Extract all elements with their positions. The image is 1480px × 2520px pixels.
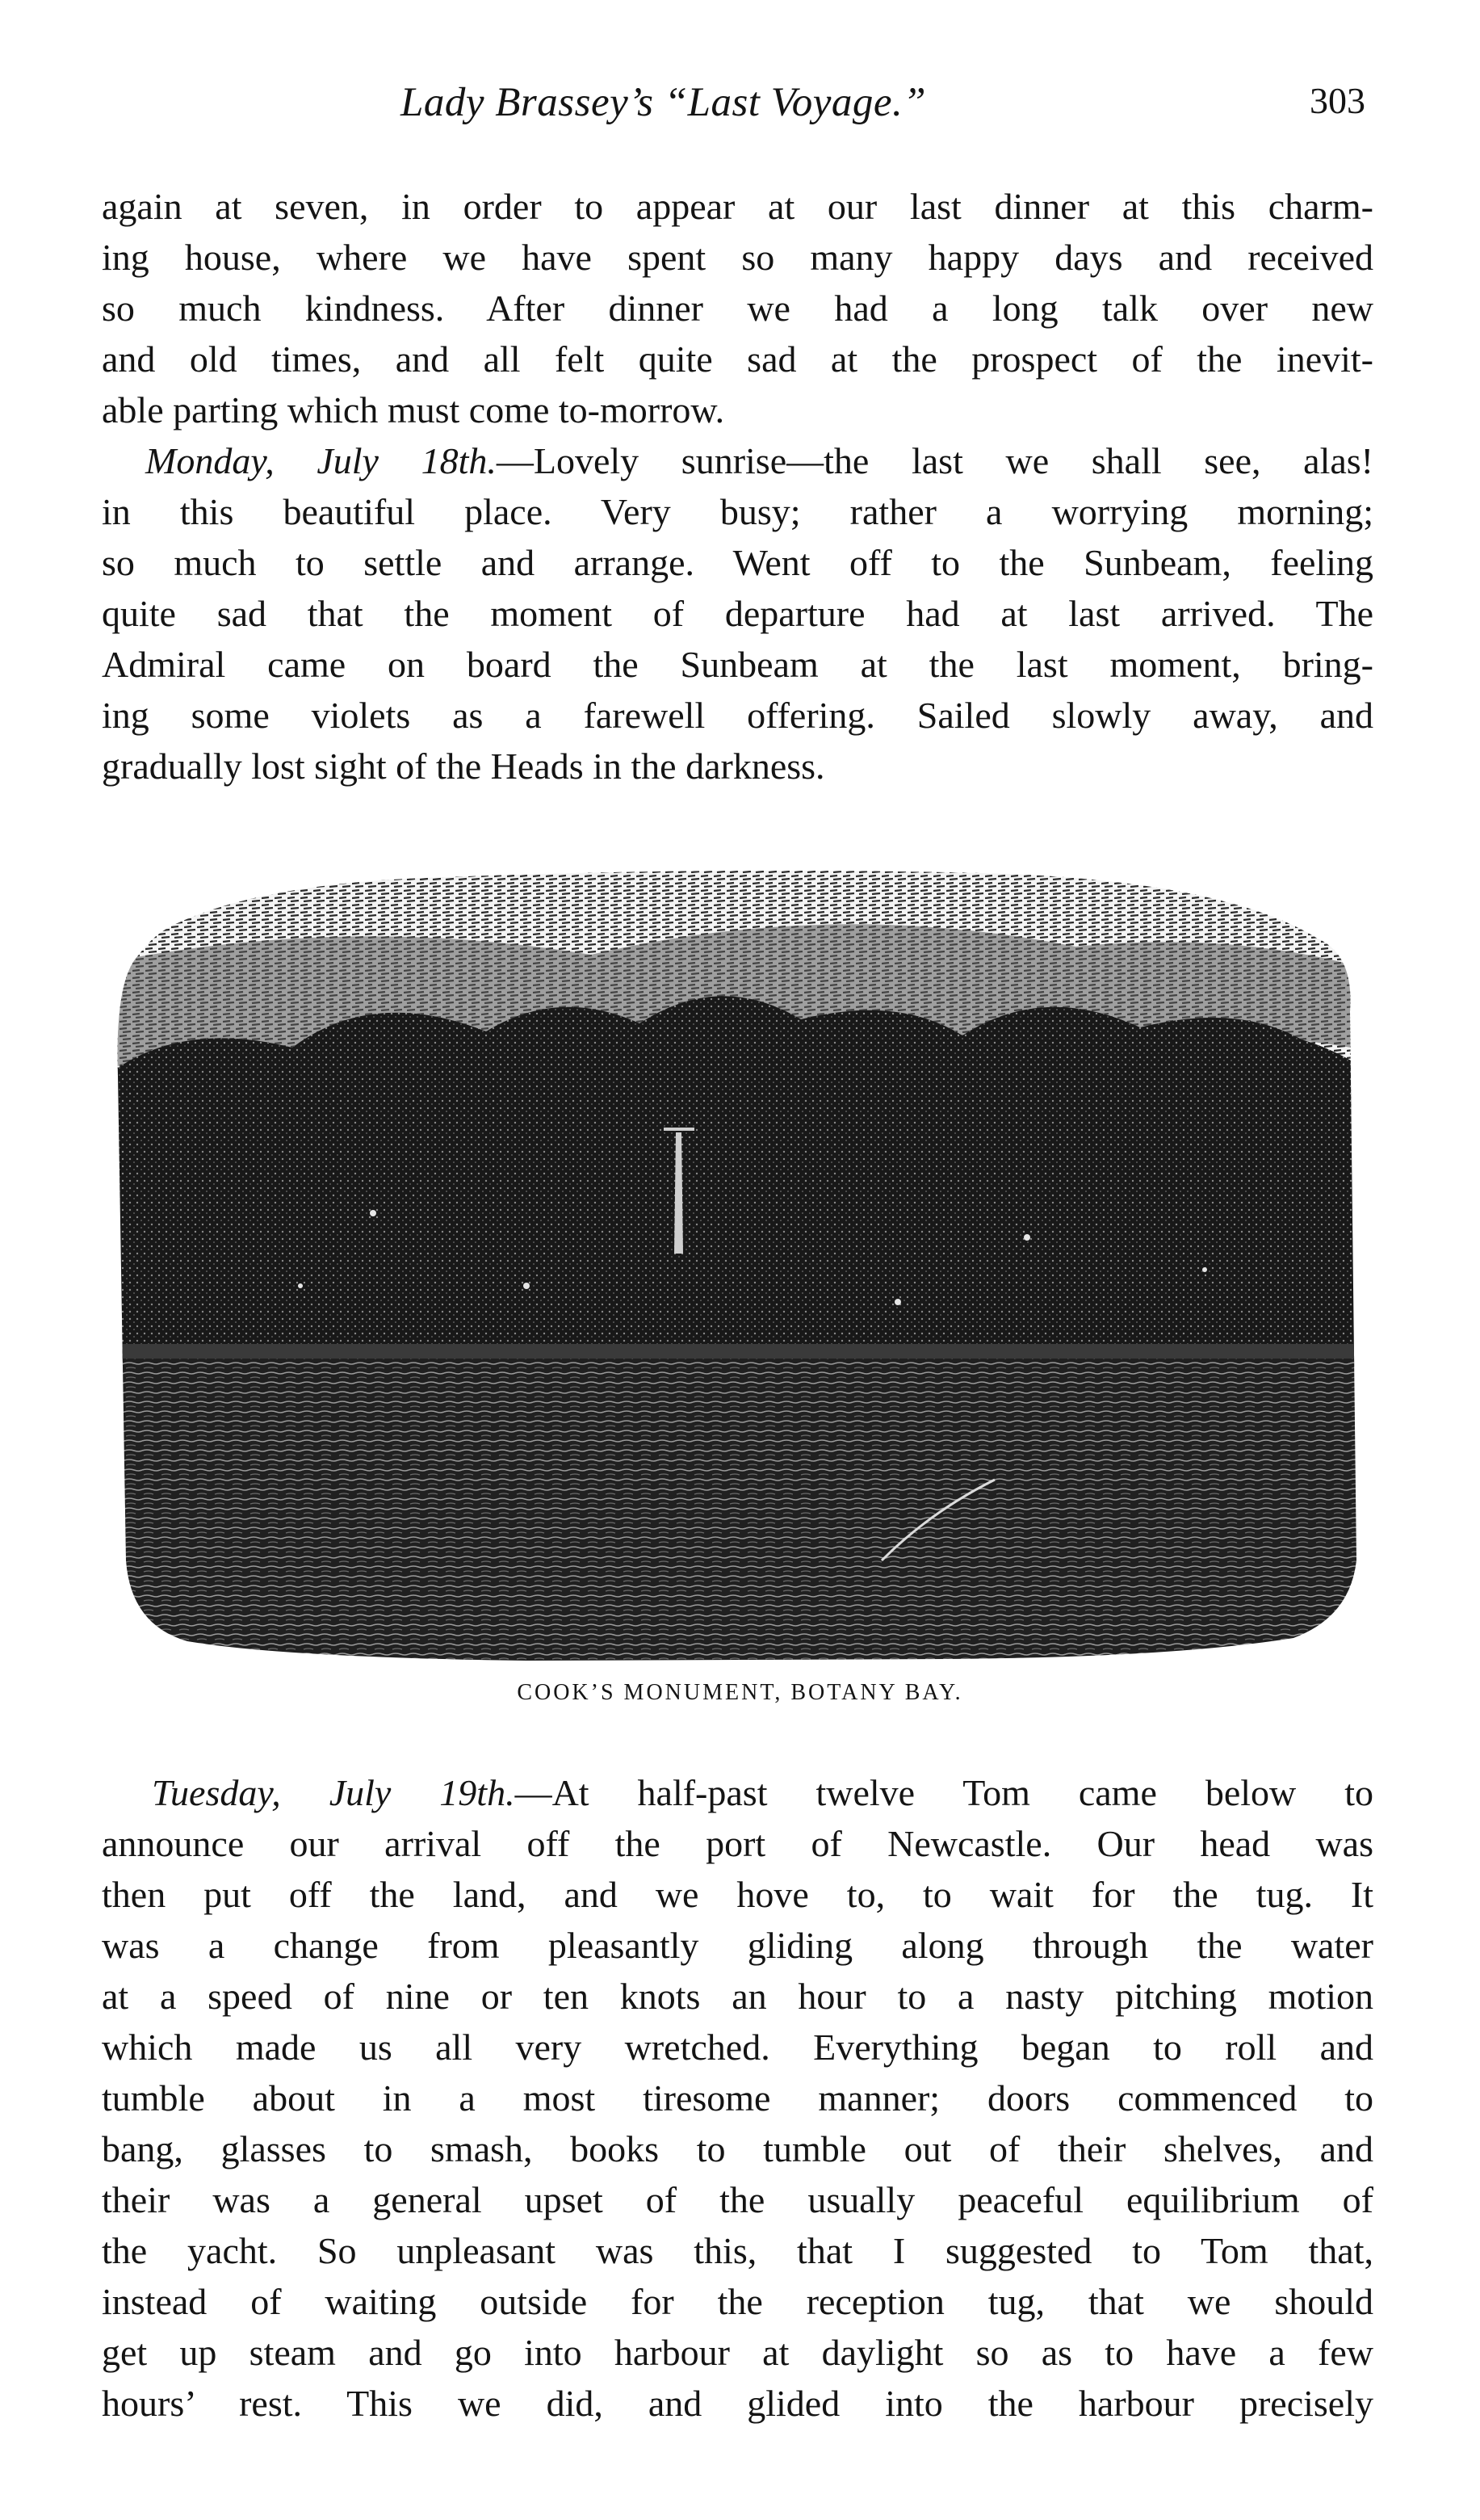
figure-caption: COOK’S MONUMENT, BOTANY BAY. [517, 1680, 963, 1705]
text-line: able parting which must come to-morrow. [102, 389, 725, 430]
text-line: quite sad that the moment of departure had at last arrived. The [102, 593, 1373, 634]
text-block-bottom [102, 1767, 1373, 2429]
entry-date: Monday, July 18th. [145, 440, 497, 481]
text-line: ing house, where we have spent so many happy days and received [102, 237, 1373, 278]
diary-entry-first-line [102, 435, 1373, 486]
entry-text: —At half-past twelve Tom came below to [514, 1772, 1373, 1813]
text-line: again at seven, in order to appear at our last dinner at this charm- [102, 186, 1373, 227]
page-number: 303 [1310, 80, 1365, 121]
text-line: announce our arrival off the port of Newcastle. Our head was [102, 1823, 1373, 1864]
text-line: their was a general upset of the usually peaceful equilibrium of [102, 2179, 1373, 2220]
text-line: so much kindness. After dinner we had a long talk over new [102, 288, 1373, 329]
running-head [0, 79, 1480, 136]
text-line: at a speed of nine or ten knots an hour to a nasty pitching motion [102, 1976, 1373, 2017]
running-title: Lady Brassey’s “Last Voyage.” [400, 80, 927, 125]
text-line: then put off the land, and we hove to, to wait for the tug. It [102, 1874, 1373, 1915]
text-line: was a change from pleasantly gliding along through the water [102, 1925, 1373, 1966]
entry-date: Tuesday, July 19th. [152, 1772, 515, 1813]
text-line: Admiral came on board the Sunbeam at the last moment, bring- [102, 644, 1373, 685]
text-line: bang, glasses to smash, books to tumble out of their shelves, and [102, 2128, 1373, 2169]
text-line: hours’ rest. This we did, and glided into the harbour precisely [102, 2383, 1373, 2424]
text-line: get up steam and go into harbour at daylight so as to have a few [102, 2332, 1373, 2373]
text-line: gradually lost sight of the Heads in the darkness. [102, 746, 825, 787]
text-block-top [102, 181, 1373, 792]
text-line: and old times, and all felt quite sad at the prospect of the inevit- [102, 338, 1373, 380]
text-line: in this beautiful place. Very busy; rather a worrying morning; [102, 491, 1373, 532]
engraving-svg [107, 866, 1374, 1665]
text-line: tumble about in a most tiresome manner; doors commenced to [102, 2077, 1373, 2119]
text-line: so much to settle and arrange. Went off to the Sunbeam, feeling [102, 542, 1373, 583]
text-line: the yacht. So unpleasant was this, that I suggested to Tom that, [102, 2230, 1373, 2271]
text-line: which made us all very wretched. Everything began to roll and [102, 2026, 1373, 2068]
engraving-illustration [107, 866, 1374, 1665]
text-line: instead of waiting outside for the reception tug, that we should [102, 2281, 1373, 2322]
text-line: ing some violets as a farewell offering. Sailed slowly away, and [102, 695, 1373, 736]
diary-entry-first-line [102, 1767, 1373, 1818]
entry-text: —Lovely sunrise—the last we shall see, alas! [496, 440, 1373, 481]
